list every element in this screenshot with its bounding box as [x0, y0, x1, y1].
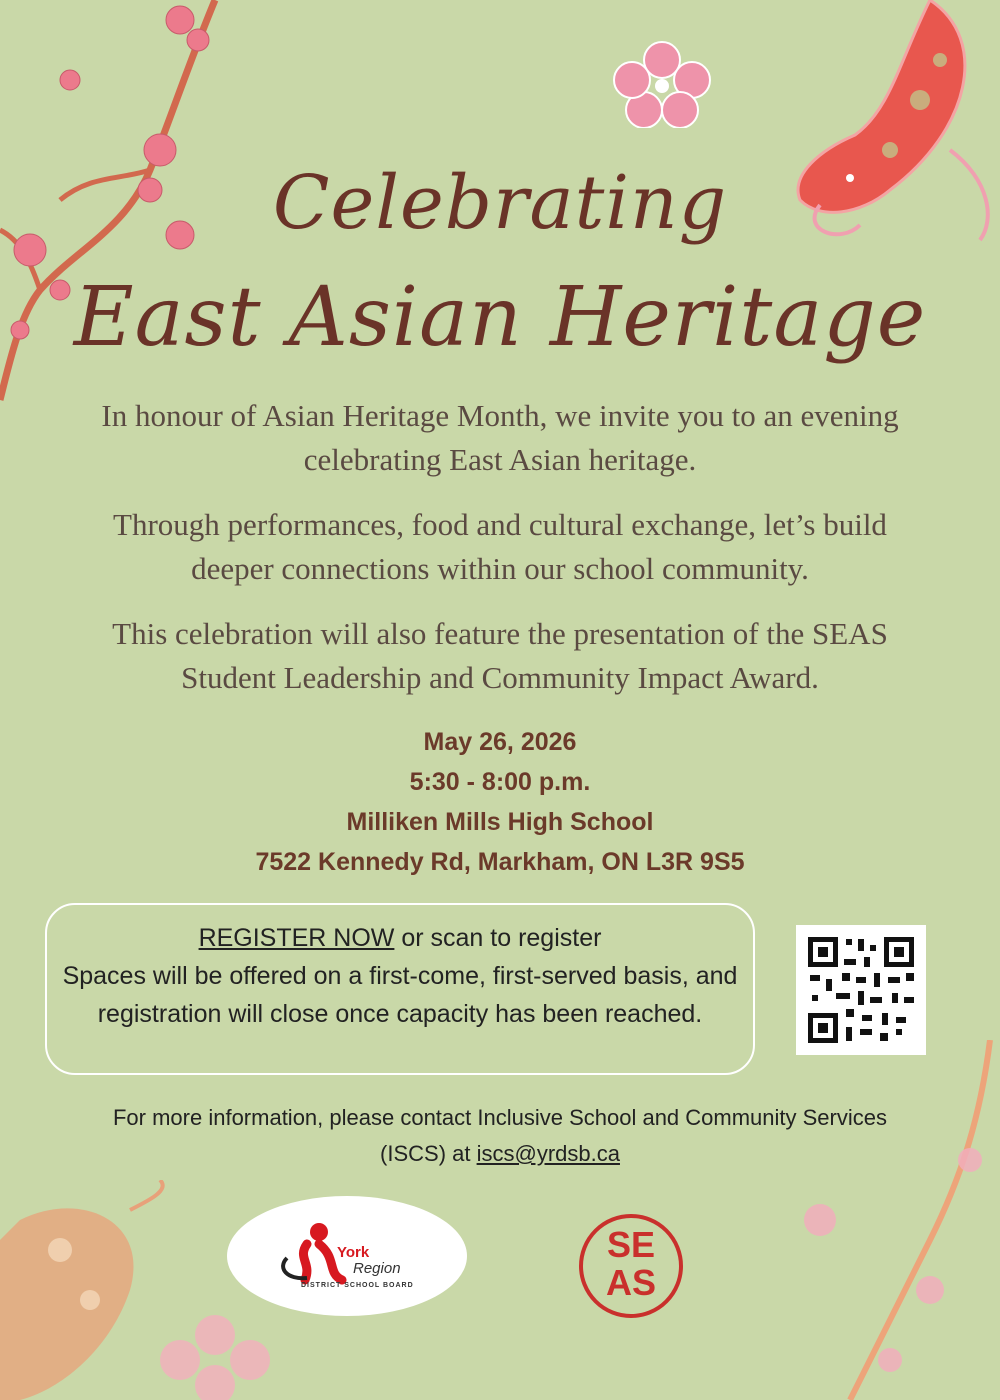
event-venue: Milliken Mills High School — [346, 808, 654, 836]
yrdsb-logo[interactable] — [227, 1196, 467, 1316]
cherry-blossom-flower-icon — [160, 1310, 270, 1400]
yrdsb-york: York — [337, 1244, 370, 1261]
cherry-blossom-branch-icon — [780, 1040, 1000, 1400]
description-paragraph: Through performances, food and cultural exchange, let’s build deeper connections within our school community. — [113, 507, 887, 586]
event-address: 7522 Kennedy Rd, Markham, ON L3R 9S5 — [255, 848, 745, 876]
registration-line — [47, 919, 753, 957]
intro-paragraph: In honour of Asian Heritage Month, we invite you to an evening celebrating East Asian heritage. — [101, 398, 899, 477]
qr-code[interactable] — [796, 925, 926, 1055]
title-line-1: Celebrating — [272, 160, 728, 246]
event-details — [0, 722, 1000, 882]
contact-text: For more information, please contact Inclusive School and Community Services (ISCS) at — [112, 1105, 887, 1166]
registration-box — [45, 903, 755, 1075]
seas-bottom: AS — [605, 1262, 656, 1303]
event-time: 5:30 - 8:00 p.m. — [409, 768, 591, 796]
yrdsb-region: Region — [353, 1260, 401, 1277]
yrdsb-board: DISTRICT SCHOOL BOARD — [301, 1282, 414, 1289]
event-date: May 26, 2026 — [423, 728, 577, 756]
award-paragraph: This celebration will also feature the presentation of the SEAS Student Leadership and Community Impact Award. — [112, 616, 888, 695]
title-line-2: East Asian Heritage — [73, 270, 927, 365]
registration-note: Spaces will be offered on a first-come, first-served basis, and registration will close once capacity has been reached. — [62, 962, 738, 1028]
seas-top: SE — [606, 1224, 656, 1265]
qr-code-icon — [796, 925, 926, 1055]
register-now-link[interactable]: REGISTER NOW — [198, 924, 395, 952]
seas-logo[interactable] — [579, 1214, 683, 1318]
email-link[interactable]: iscs@yrdsb.ca — [476, 1141, 620, 1166]
cherry-blossom-flower-icon — [612, 38, 712, 128]
contact-info — [100, 1100, 900, 1172]
register-suffix: or scan to register — [394, 924, 602, 952]
